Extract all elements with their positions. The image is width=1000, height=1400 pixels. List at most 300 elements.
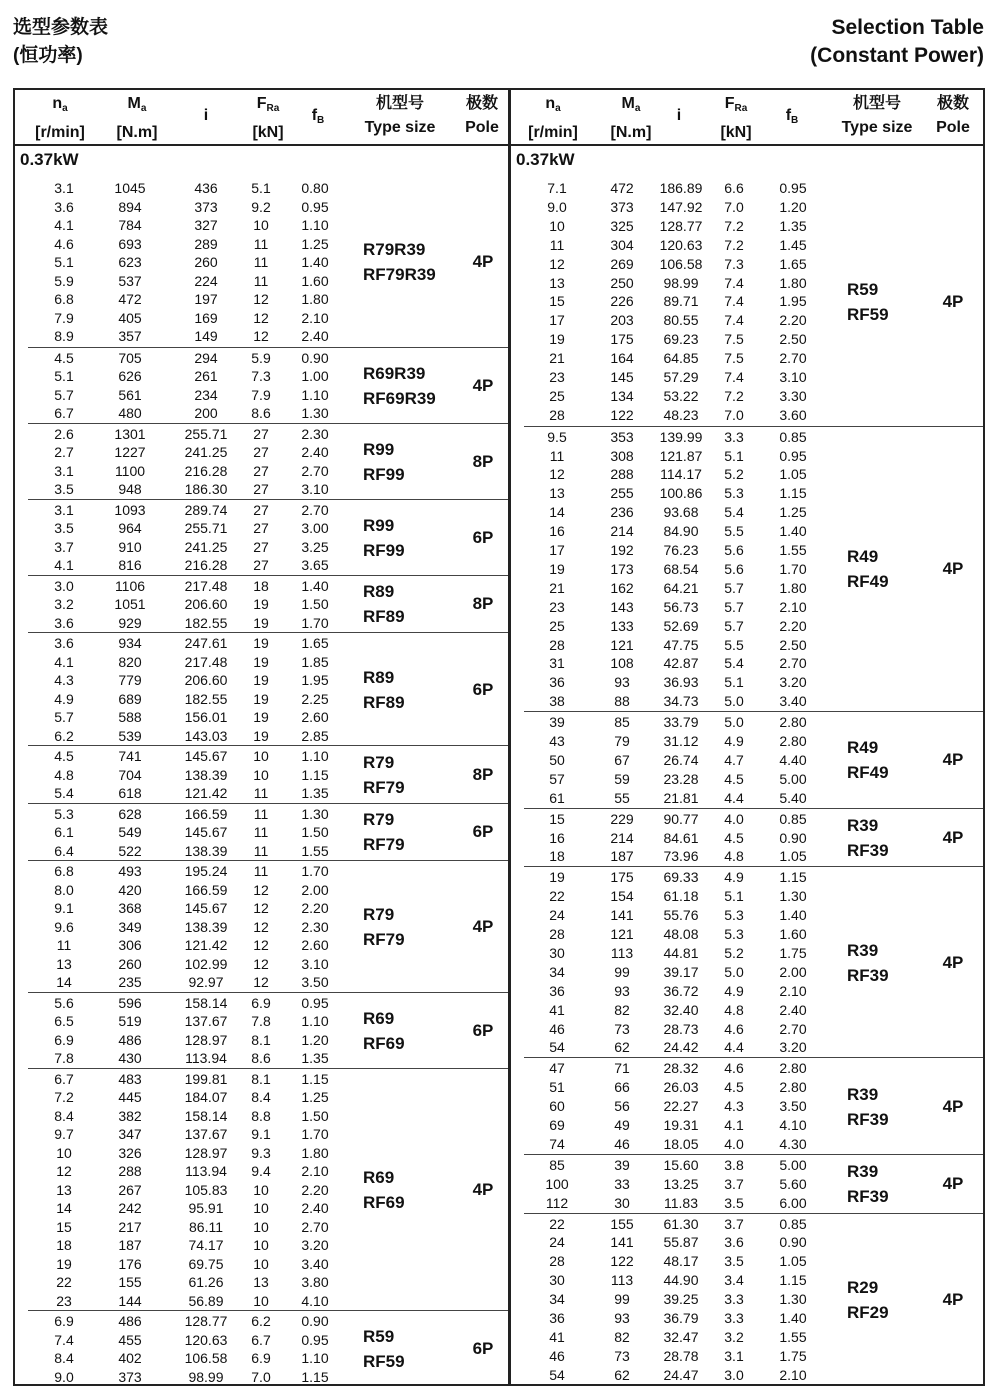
ratio-cell: 156.01 [184, 709, 228, 725]
model-group [524, 1154, 983, 1213]
speed-cell: 6.8 [54, 291, 74, 307]
torque-cell: 46 [614, 1135, 630, 1152]
ratio-cell: 56.89 [188, 1292, 224, 1309]
torque-cell: 741 [118, 748, 142, 764]
service-factor-cell: 4.10 [779, 1117, 807, 1134]
force-cell: 7.4 [724, 293, 744, 310]
service-factor-cell: 2.10 [301, 309, 329, 326]
torque-cell: 93 [614, 982, 630, 999]
speed-cell: 10 [549, 217, 565, 234]
ratio-cell: 11.83 [664, 1194, 698, 1211]
ratio-cell: 55.76 [663, 907, 699, 924]
service-factor-cell: 1.25 [301, 1089, 329, 1105]
speed-cell: 69 [549, 1117, 565, 1134]
model-type [847, 1275, 889, 1325]
table-row [28, 1181, 508, 1200]
speed-cell: 9.6 [54, 918, 74, 935]
ratio-cell: 39.25 [663, 1291, 699, 1308]
ratio-cell: 48.23 [663, 406, 699, 423]
torque-cell: 308 [610, 447, 634, 464]
speed-cell: 8.4 [54, 1350, 74, 1366]
ratio-cell: 195.24 [184, 863, 228, 879]
table-row [28, 1368, 508, 1387]
table-row [524, 810, 983, 829]
service-factor-cell: 2.60 [301, 709, 329, 725]
col-header-torque [103, 92, 171, 145]
torque-cell: 480 [118, 405, 142, 421]
service-factor-cell: 1.15 [301, 1368, 329, 1385]
torque-cell: 155 [118, 1274, 142, 1290]
service-factor-cell: 1.60 [301, 272, 329, 289]
pole-label-cn: 极数 [465, 95, 498, 112]
table-row [28, 1031, 508, 1050]
speed-cell: 14 [56, 974, 72, 990]
pole-value: 8P [472, 764, 494, 784]
torque-cell: 357 [118, 328, 142, 344]
model-group [28, 178, 508, 347]
service-factor-cell: 4.40 [779, 751, 807, 768]
table-row [28, 1273, 508, 1292]
force-label-subscript: Ra [734, 103, 748, 114]
service-factor-cell: 1.65 [301, 635, 329, 651]
service-factor-cell: 3.40 [779, 693, 807, 710]
table-row [524, 503, 983, 522]
ratio-cell: 241.25 [184, 444, 228, 460]
ratio-cell: 217.48 [184, 577, 228, 594]
model-type [847, 813, 889, 863]
ratio-cell: 217.48 [184, 653, 228, 670]
force-cell: 4.4 [724, 789, 744, 806]
speed-cell: 6.5 [54, 1013, 74, 1029]
force-cell: 27 [253, 425, 269, 442]
speed-cell: 54 [549, 1039, 565, 1056]
service-factor-cell: 1.10 [301, 1013, 329, 1029]
speed-cell: 18 [549, 848, 565, 865]
service-factor-cell: 2.20 [779, 617, 807, 634]
torque-cell: 1045 [114, 180, 146, 196]
table-row [524, 847, 983, 866]
force-cell: 3.0 [724, 1366, 744, 1383]
ratio-cell: 22.27 [663, 1098, 699, 1115]
table-row [524, 1175, 983, 1194]
service-factor-cell: 2.10 [779, 598, 807, 615]
torque-cell: 934 [118, 635, 142, 651]
model-type [847, 277, 889, 327]
selection-table-left [13, 88, 510, 1386]
torque-cell: 122 [610, 1253, 634, 1270]
force-cell: 5.0 [724, 693, 744, 710]
speed-cell: 9.1 [54, 900, 74, 916]
service-factor-cell: 1.50 [301, 824, 329, 840]
torque-cell: 175 [610, 869, 634, 886]
torque-cell: 704 [118, 766, 142, 783]
torque-cell: 486 [118, 1031, 142, 1048]
model-type-r: R79R39 [363, 240, 426, 260]
torque-label-symbol: M [127, 95, 141, 112]
model-type-rf: RF79R39 [363, 265, 436, 285]
speed-cell: 14 [56, 1200, 72, 1216]
torque-cell: 113 [610, 944, 634, 961]
speed-cell: 28 [549, 636, 565, 653]
torque-cell: 79 [614, 733, 630, 750]
table-row [28, 1312, 508, 1331]
ratio-cell: 74.17 [188, 1237, 224, 1253]
ratio-cell: 28.73 [663, 1020, 699, 1037]
table-row [28, 309, 508, 328]
model-type-rf: RF59 [847, 304, 889, 324]
ratio-cell: 92.97 [188, 974, 224, 990]
force-cell: 11 [253, 842, 269, 859]
table-row [28, 1144, 508, 1163]
service-factor-cell: 5.40 [779, 789, 807, 806]
ratio-cell: 55.87 [663, 1234, 699, 1251]
service-factor-cell: 2.70 [779, 350, 807, 367]
speed-cell: 7.2 [54, 1089, 74, 1105]
table-row [524, 368, 983, 387]
model-type-r: R59 [363, 1327, 395, 1346]
torque-cell: 49 [614, 1117, 630, 1134]
torque-cell: 67 [614, 751, 630, 768]
force-cell: 7.4 [724, 274, 744, 291]
speed-cell: 3.6 [54, 614, 74, 631]
force-cell: 3.7 [724, 1175, 744, 1192]
service-factor-cell: 1.30 [301, 405, 329, 421]
ratio-cell: 102.99 [184, 955, 228, 972]
service-factor-cell: 1.15 [779, 869, 807, 886]
speed-cell: 60 [549, 1098, 565, 1115]
ratio-cell: 32.47 [663, 1328, 699, 1345]
table-row [524, 906, 983, 925]
speed-cell: 3.2 [54, 596, 74, 612]
table-row [524, 428, 983, 447]
torque-cell: 267 [118, 1181, 142, 1198]
ratio-cell: 166.59 [184, 805, 228, 822]
table-row [28, 1255, 508, 1274]
speed-cell: 36 [549, 1310, 565, 1327]
service-factor-cell: 1.30 [301, 805, 329, 822]
force-cell: 7.0 [724, 406, 744, 423]
pole-value: 4P [472, 252, 494, 272]
ratio-cell: 143.03 [184, 727, 228, 744]
speed-symbol-line [513, 92, 593, 121]
torque-cell: 705 [118, 349, 142, 366]
force-cell: 12 [253, 955, 269, 972]
table-row [28, 614, 508, 633]
speed-cell: 12 [549, 255, 565, 272]
speed-cell: 22 [549, 888, 565, 905]
speed-cell: 6.4 [54, 842, 74, 859]
speed-cell: 5.9 [54, 272, 74, 289]
model-group [524, 1057, 983, 1154]
ratio-cell: 84.90 [663, 523, 699, 540]
service-factor-cell: 2.00 [779, 963, 807, 980]
torque-cell: 486 [118, 1313, 142, 1329]
speed-label [52, 95, 67, 112]
pole-value: 6P [472, 1339, 494, 1358]
speed-cell: 2.7 [54, 444, 74, 460]
force-cell: 11 [253, 863, 269, 879]
torque-cell: 1301 [114, 425, 146, 442]
torque-cell: 187 [118, 1237, 142, 1253]
ratio-cell: 39.17 [663, 963, 699, 980]
model-type-rf: RF99 [363, 464, 405, 484]
ratio-cell: 31.12 [663, 733, 699, 750]
service-factor-cell: 2.40 [301, 1200, 329, 1216]
force-cell: 27 [253, 481, 269, 497]
torque-cell: 71 [614, 1060, 630, 1077]
torque-label [622, 95, 641, 112]
force-cell: 12 [253, 291, 269, 307]
table-row [28, 1349, 508, 1368]
force-cell: 19 [253, 635, 269, 651]
speed-cell: 100 [545, 1175, 569, 1192]
torque-cell: 85 [614, 714, 630, 731]
force-cell: 4.3 [724, 1098, 744, 1115]
ratio-cell: 26.03 [663, 1079, 699, 1096]
torque-cell: 353 [610, 428, 634, 445]
service-factor-cell: 2.85 [301, 727, 329, 744]
speed-cell: 28 [549, 1253, 565, 1270]
model-type-r: R39 [847, 940, 879, 960]
ratio-cell: 255.71 [184, 520, 228, 536]
table-row [28, 1107, 508, 1126]
force-cell: 3.5 [724, 1194, 744, 1211]
ratio-cell: 44.90 [663, 1272, 699, 1289]
title-en: Selection Table [831, 16, 984, 39]
model-type [363, 665, 405, 715]
table-row [28, 1088, 508, 1107]
model-type [847, 938, 889, 988]
service-factor-cell: 1.10 [301, 1350, 329, 1366]
table-row [28, 425, 508, 444]
torque-cell: 948 [118, 481, 142, 497]
force-cell: 8.1 [251, 1031, 271, 1048]
speed-cell: 3.6 [54, 198, 74, 215]
service-factor-cell: 0.90 [301, 349, 329, 366]
service-factor-cell: 1.35 [779, 217, 807, 234]
speed-cell: 38 [549, 693, 565, 710]
table-row [28, 556, 508, 575]
service-factor-label-subscript: B [791, 115, 799, 126]
ratio-cell: 42.87 [663, 655, 699, 672]
service-factor-cell: 1.10 [301, 217, 329, 233]
speed-cell: 6.7 [54, 405, 74, 421]
model-type [363, 1165, 405, 1215]
torque-cell: 472 [610, 180, 634, 196]
table-row [524, 484, 983, 503]
ratio-cell: 61.18 [663, 888, 699, 905]
table-row [28, 784, 508, 803]
table-row [524, 1097, 983, 1116]
speed-cell: 30 [549, 1272, 565, 1289]
service-factor-cell: 2.80 [779, 1079, 807, 1096]
model-type-rf: RF49 [847, 763, 889, 783]
col-header-type [823, 92, 931, 140]
force-cell: 10 [253, 766, 269, 783]
speed-cell: 36 [549, 674, 565, 691]
ratio-cell: 121.42 [184, 937, 228, 953]
col-header-ratio: i [203, 107, 209, 124]
torque-cell: 192 [610, 542, 634, 559]
ratio-cell: 289.74 [184, 501, 228, 518]
torque-cell: 325 [610, 217, 634, 234]
model-type-rf: RF79 [363, 835, 405, 855]
force-cell: 5.7 [724, 617, 744, 634]
speed-cell: 74 [549, 1135, 565, 1152]
table-row [524, 1001, 983, 1020]
force-cell: 4.7 [724, 751, 744, 768]
torque-cell: 66 [614, 1079, 630, 1096]
torque-cell: 39 [614, 1156, 630, 1173]
force-cell: 12 [253, 937, 269, 953]
speed-cell: 2.6 [54, 425, 74, 442]
force-cell: 12 [253, 918, 269, 935]
force-cell: 5.2 [724, 944, 744, 961]
force-cell: 12 [253, 328, 269, 344]
torque-cell: 82 [614, 1001, 630, 1018]
table-row [524, 217, 983, 236]
ratio-cell: 158.14 [184, 1107, 228, 1124]
speed-cell: 23 [549, 369, 565, 385]
speed-cell: 7.4 [54, 1331, 74, 1348]
table-row [28, 235, 508, 254]
force-cell: 7.4 [724, 312, 744, 329]
model-type [363, 437, 405, 487]
speed-cell: 19 [549, 560, 565, 577]
service-factor-cell: 0.85 [779, 1215, 807, 1232]
torque-cell: 121 [610, 926, 634, 943]
speed-cell: 8.0 [54, 881, 74, 898]
service-factor-cell: 1.10 [301, 748, 329, 764]
table-row [28, 747, 508, 766]
force-cell: 12 [253, 974, 269, 990]
table-row [28, 404, 508, 423]
force-cell: 3.3 [724, 1310, 744, 1327]
ratio-cell: 128.77 [184, 1313, 228, 1329]
pole-label-en: Pole [936, 119, 970, 136]
speed-cell: 19 [549, 869, 565, 886]
ratio-cell: 186.89 [659, 180, 703, 196]
force-cell: 4.5 [724, 770, 744, 787]
force-cell: 8.6 [251, 405, 271, 421]
ratio-cell: 247.61 [184, 635, 228, 651]
table-row [28, 973, 508, 992]
torque-cell: 59 [614, 770, 630, 787]
ratio-cell: 182.55 [184, 690, 228, 707]
force-cell: 5.7 [724, 598, 744, 615]
table-row [524, 1135, 983, 1154]
service-factor-cell: 1.75 [779, 1347, 807, 1364]
torque-cell: 628 [118, 805, 142, 822]
speed-cell: 3.7 [54, 538, 74, 555]
force-cell: 5.0 [724, 963, 744, 980]
speed-cell: 85 [549, 1156, 565, 1173]
ratio-cell: 216.28 [184, 557, 228, 573]
torque-cell: 93 [614, 1310, 630, 1327]
table-row [524, 829, 983, 848]
speed-cell: 25 [549, 617, 565, 634]
service-factor-cell: 1.50 [301, 596, 329, 612]
model-group [28, 423, 508, 499]
speed-symbol-line [20, 92, 100, 121]
speed-cell: 4.1 [54, 217, 74, 233]
table-row [28, 519, 508, 538]
force-cell: 27 [253, 538, 269, 555]
speed-cell: 17 [549, 542, 565, 559]
torque-cell: 33 [614, 1175, 630, 1192]
model-type [363, 750, 405, 800]
table-row [524, 465, 983, 484]
force-cell: 19 [253, 672, 269, 688]
force-cell: 11 [253, 235, 269, 252]
model-type-rf: RF89 [363, 692, 405, 712]
ratio-cell: 33.79 [663, 714, 699, 731]
ratio-cell: 121.87 [659, 447, 703, 464]
service-factor-cell: 0.95 [301, 198, 329, 215]
table-row [524, 1290, 983, 1309]
ratio-cell: 294 [194, 349, 218, 366]
table-row [28, 671, 508, 690]
table-row [524, 789, 983, 808]
service-factor-cell: 1.95 [301, 672, 329, 688]
service-factor-cell: 2.20 [301, 900, 329, 916]
ratio-cell: 98.99 [188, 1368, 224, 1385]
torque-cell: 73 [614, 1020, 630, 1037]
force-label [257, 95, 280, 112]
speed-cell: 19 [549, 331, 565, 348]
table-row [28, 1236, 508, 1255]
force-cell: 9.3 [251, 1144, 271, 1161]
torque-cell: 623 [118, 254, 142, 270]
torque-cell: 62 [614, 1366, 630, 1383]
col-header-service-factor [765, 104, 819, 133]
torque-cell: 122 [610, 406, 634, 423]
selection-table-right [509, 88, 985, 1386]
force-cell: 10 [253, 1218, 269, 1235]
speed-cell: 24 [549, 907, 565, 924]
table-row [28, 881, 508, 900]
model-group [28, 1310, 508, 1386]
speed-cell: 54 [549, 1366, 565, 1383]
service-factor-cell: 1.20 [301, 1031, 329, 1048]
table-row [28, 1218, 508, 1237]
service-factor-cell: 1.35 [301, 1050, 329, 1066]
torque-cell: 373 [118, 1368, 142, 1385]
ratio-cell: 216.28 [184, 462, 228, 479]
model-group [28, 632, 508, 745]
speed-cell: 6.2 [54, 727, 74, 744]
service-factor-cell: 0.95 [779, 180, 807, 196]
torque-cell: 82 [614, 1328, 630, 1345]
ratio-cell: 34.73 [663, 693, 699, 710]
speed-cell: 46 [549, 1347, 565, 1364]
torque-cell: 155 [610, 1215, 634, 1232]
speed-cell: 6.8 [54, 863, 74, 879]
ratio-cell: 184.07 [184, 1089, 228, 1105]
pole-value: 8P [472, 594, 494, 614]
torque-cell: 306 [118, 937, 142, 953]
table-row [524, 887, 983, 906]
service-factor-cell: 2.10 [779, 1366, 807, 1383]
service-factor-cell: 1.40 [301, 254, 329, 270]
speed-cell: 6.9 [54, 1313, 74, 1329]
torque-cell: 347 [118, 1126, 142, 1142]
force-cell: 4.8 [724, 848, 744, 865]
force-cell: 7.0 [251, 1368, 271, 1385]
table-row [28, 634, 508, 653]
col-header-pole [453, 92, 511, 140]
ratio-cell: 61.26 [188, 1274, 224, 1290]
